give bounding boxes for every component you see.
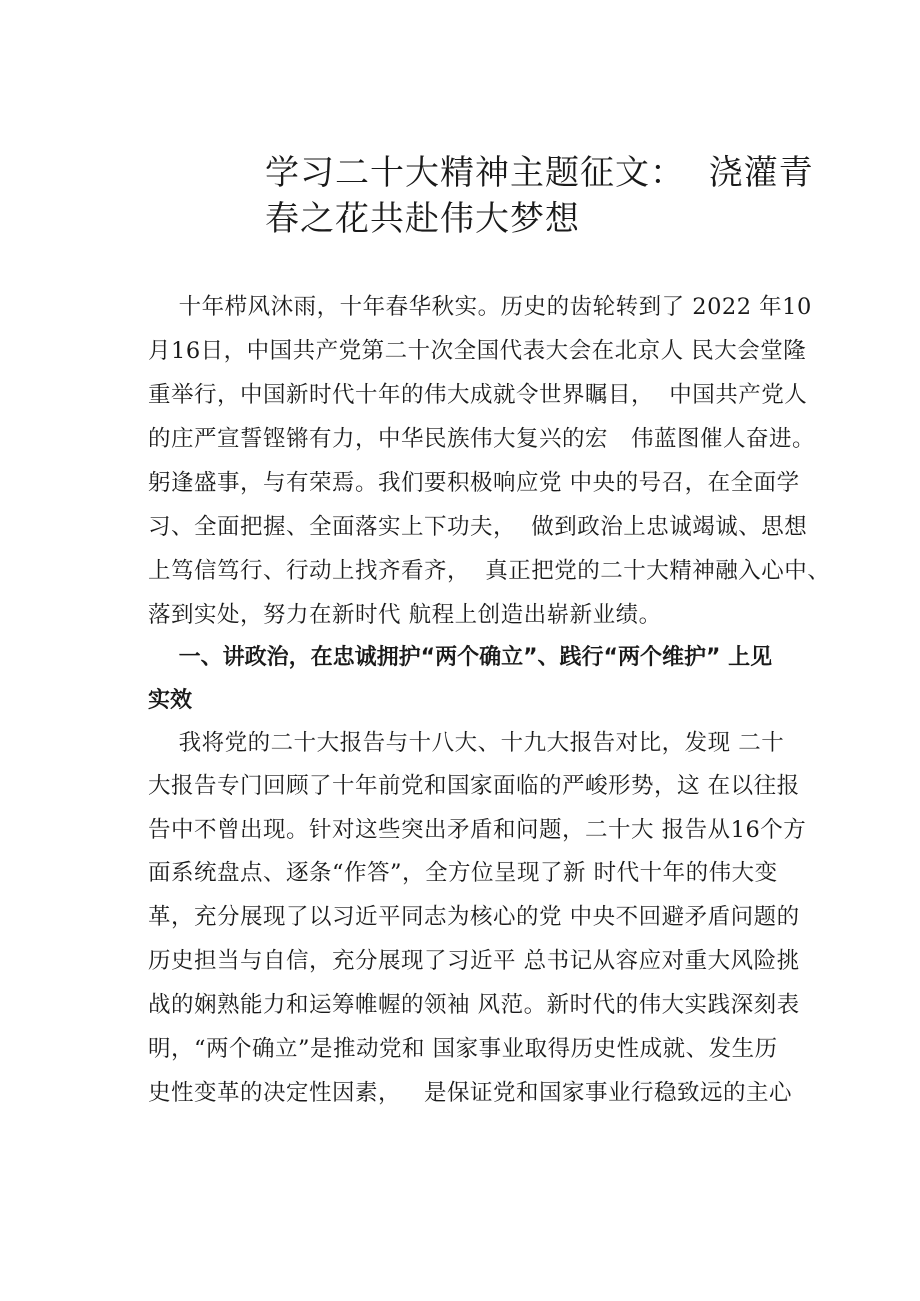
heading-line-1: 一、讲政治，在忠诚拥护“两个确立”、践行“两个维护” 上见 xyxy=(148,645,773,670)
text-line: 革，充分展现了以习近平同志为核心的党 中央不回避矛盾问题的 xyxy=(148,904,800,930)
text-line: 重举行，中国新时代十年的伟大成就令世界瞩目， 中国共产党人 xyxy=(148,382,808,408)
document-title xyxy=(265,150,825,242)
text-line: 月16日，中国共产党第二十次全国代表大会在北京人 民大会堂隆 xyxy=(148,338,807,364)
text-line: 战的娴熟能力和运筹帷幄的领袖 风范。新时代的伟大实践深刻表 xyxy=(148,992,800,1018)
text-line: 史性变革的决定性因素， 是保证党和国家事业行稳致远的主心 xyxy=(148,1080,792,1106)
text-line: 落到实处，努力在新时代 航程上创造出崭新业绩。 xyxy=(148,602,662,628)
heading-line-2: 实效 xyxy=(148,688,193,713)
title-line-1: 学习二十大精神主题征文： 浇灌青 xyxy=(265,153,814,193)
text-line: 习、全面把握、全面落实上下功夫， 做到政治上忠诚竭诚、思想 xyxy=(148,514,808,540)
text-line: 面系统盘点、逐条“作答”，全方位呈现了新 时代十年的伟大变 xyxy=(148,860,778,886)
text-line: 大报告专门回顾了十年前党和国家面临的严峻形势，这 在以往报 xyxy=(148,773,800,799)
text-line: 躬逢盛事，与有荣焉。我们要积极响应党 中央的号召，在全面学 xyxy=(148,470,800,496)
text-line: 我将党的二十大报告与十八大、十九大报告对比，发现 二十 xyxy=(148,730,785,756)
text-line: 历史担当与自信，充分展现了习近平 总书记从容应对重大风险挑 xyxy=(148,948,800,974)
text-line: 明，“两个确立”是推动党和 国家事业取得历史性成就、发生历 xyxy=(148,1036,778,1062)
text-line: 十年栉风沐雨，十年春华秋实。历史的齿轮转到了 2022 年10 xyxy=(148,294,812,320)
text-line: 告中不曾出现。针对这些突出矛盾和问题，二十大 报告从16个方 xyxy=(148,817,807,843)
text-line: 的庄严宣誓铿锵有力，中华民族伟大复兴的宏 伟蓝图催人奋进。 xyxy=(148,426,815,452)
text-line: 上笃信笃行、行动上找齐看齐， 真正把党的二十大精神融入心中、 xyxy=(148,558,831,584)
title-line-2: 春之花共赴伟大梦想 xyxy=(265,199,580,239)
